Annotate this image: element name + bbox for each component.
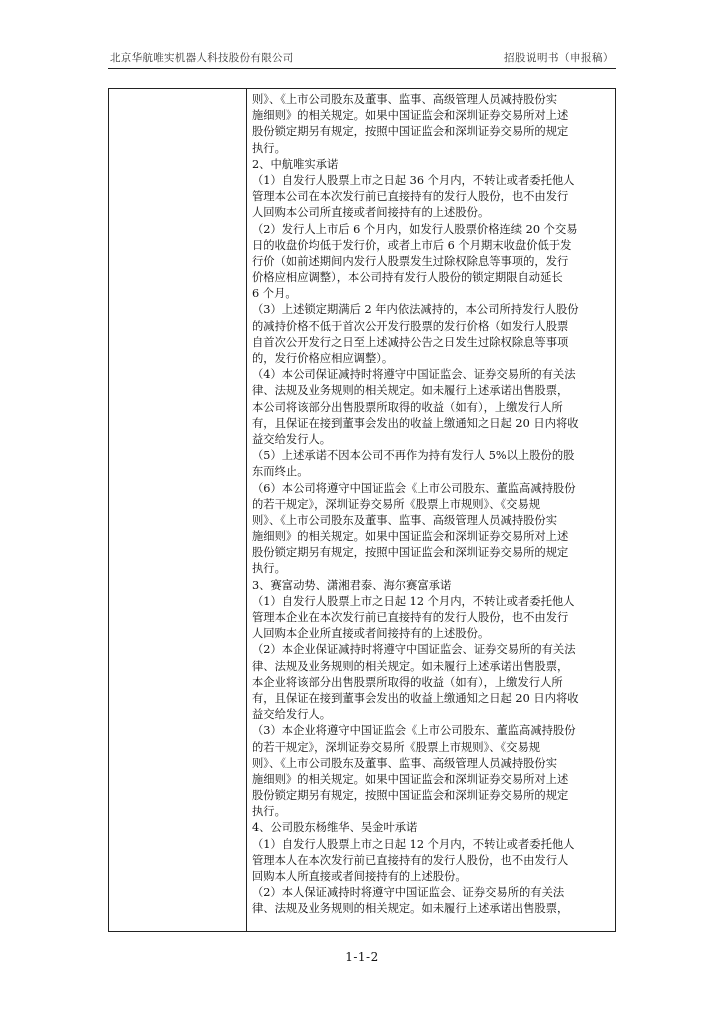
text-line: 管理本人在本次发行前已直接持有的发行人股份，也不由发行人 <box>252 853 569 867</box>
text-line: 律、法规及业务规则的相关规定。如未履行上述承诺出售股票， <box>252 659 569 673</box>
text-line: 4、公司股东杨维华、吴金叶承诺 <box>252 821 418 835</box>
table-left-column <box>109 89 247 931</box>
document-title: 招股说明书（申报稿） <box>504 52 614 64</box>
text-line: 人回购本公司所直接或者间接持有的上述股份。 <box>252 206 490 220</box>
text-line: 的若干规定》，深圳证券交易所《股票上市规则》、《交易规 <box>252 740 541 754</box>
text-line: 回购本人所直接或者间接持有的上述股份。 <box>252 870 467 883</box>
text-line: 本企业将该部分出售股票所取得的收益（如有），上缴发行人所 <box>252 675 563 689</box>
text-line: （1）自发行人股票上市之日起 36 个月内，不转让或者委托他人 <box>252 173 575 187</box>
text-line: 施细则》的相关规定。如果中国证监会和深圳证券交易所对上述 <box>252 530 569 544</box>
text-line: 本公司将该部分出售股票所取得的收益（如有），上缴发行人所 <box>252 400 563 414</box>
text-line: （2）本企业保证减持时将遵守中国证监会、证券交易所的有关法 <box>252 643 576 657</box>
commitment-table <box>108 88 616 932</box>
text-line: （3）本企业将遵守中国证监会《上市公司股东、董监高减持股份 <box>252 724 576 738</box>
text-line: （6）本公司将遵守中国证监会《上市公司股东、董监高减持股份 <box>252 481 576 495</box>
text-line: 的减持价格不低于首次公开发行股票的发行价格（如发行人股票 <box>252 319 569 333</box>
text-line: 自首次公开发行之日至上述减持公告之日发生过除权除息等事项 <box>252 335 569 349</box>
text-line: 股份锁定期另有规定，按照中国证监会和深圳证券交易所的规定 <box>252 789 569 803</box>
text-line: 执行。 <box>252 562 286 576</box>
text-line: （1）自发行人股票上市之日起 12 个月内，不转让或者委托他人 <box>252 594 575 608</box>
text-line: 的，发行价格应相应调整）。 <box>252 352 394 365</box>
text-line: 人回购本企业所直接或者间接持有的上述股份。 <box>252 627 490 641</box>
text-line: 执行。 <box>252 805 286 819</box>
text-line: 则》、《上市公司股东及董事、监事、高级管理人员减持股份实 <box>252 513 558 527</box>
text-line: 股份锁定期另有规定，按照中国证监会和深圳证券交易所的规定 <box>252 125 569 139</box>
text-line: 施细则》的相关规定。如果中国证监会和深圳证券交易所对上述 <box>252 772 569 786</box>
text-line: 管理本企业在本次发行前已直接持有的发行人股份，也不由发行 <box>252 611 569 624</box>
text-line: （1）自发行人股票上市之日起 12 个月内，不转让或者委托他人 <box>252 837 575 851</box>
text-line: 执行。 <box>252 141 286 155</box>
text-line: 股份锁定期另有规定，按照中国证监会和深圳证券交易所的规定 <box>252 546 569 560</box>
table-content-cell <box>252 92 612 918</box>
text-line: 有，且保证在接到董事会发出的收益上缴通知之日起 20 日内将收 <box>252 416 579 430</box>
text-line: 则》、《上市公司股东及董事、监事、高级管理人员减持股份实 <box>252 93 558 106</box>
text-line: 2、中航唯实承诺 <box>252 157 339 171</box>
page-header <box>108 44 616 69</box>
text-line: （2）本人保证减持时将遵守中国证监会、证券交易所的有关法 <box>252 886 565 900</box>
page-number: 1-1-2 <box>345 950 379 964</box>
text-line: （2）发行人上市后 6 个月内，如发行人股票价格连续 20 个交易 <box>252 222 578 236</box>
company-name: 北京华航唯实机器人科技股份有限公司 <box>110 52 294 64</box>
text-line: 价格应相应调整），本公司持有发行人股份的锁定期限自动延长 <box>252 271 563 285</box>
text-line: （5）上述承诺不因本公司不再作为持有发行人 5%以上股份的股 <box>252 449 575 463</box>
text-line: 律、法规及业务规则的相关规定。如未履行上述承诺出售股票， <box>252 384 569 398</box>
text-line: （3）上述锁定期满后 2 年内依法减持的，本公司所持发行人股份 <box>252 303 579 317</box>
text-line: 东而终止。 <box>252 465 309 479</box>
text-line: 则》、《上市公司股东及董事、监事、高级管理人员减持股份实 <box>252 756 558 770</box>
text-line: 行价（如前述期间内发行人股票发生过除权除息等事项的，发行 <box>252 254 569 268</box>
text-line: 益交给发行人。 <box>252 708 332 722</box>
text-line: 律、法规及业务规则的相关规定。如未履行上述承诺出售股票， <box>252 902 569 916</box>
text-line: 6 个月。 <box>252 287 297 301</box>
text-line: 的若干规定》，深圳证券交易所《股票上市规则》、《交易规 <box>252 497 541 511</box>
text-line: 有，且保证在接到董事会发出的收益上缴通知之日起 20 日内将收 <box>252 691 579 705</box>
text-line: 施细则》的相关规定。如果中国证监会和深圳证券交易所对上述 <box>252 109 569 123</box>
text-line: 管理本公司在本次发行前已直接持有的发行人股份，也不由发行 <box>252 190 569 204</box>
text-line: 日的收盘价均低于发行价，或者上市后 6 个月期末收盘价低于发 <box>252 238 572 252</box>
text-line: 益交给发行人。 <box>252 432 332 446</box>
text-line: 3、赛富动势、潇湘君泰、海尔赛富承诺 <box>252 578 452 592</box>
text-line: （4）本公司保证减持时将遵守中国证监会、证券交易所的有关法 <box>252 368 576 382</box>
